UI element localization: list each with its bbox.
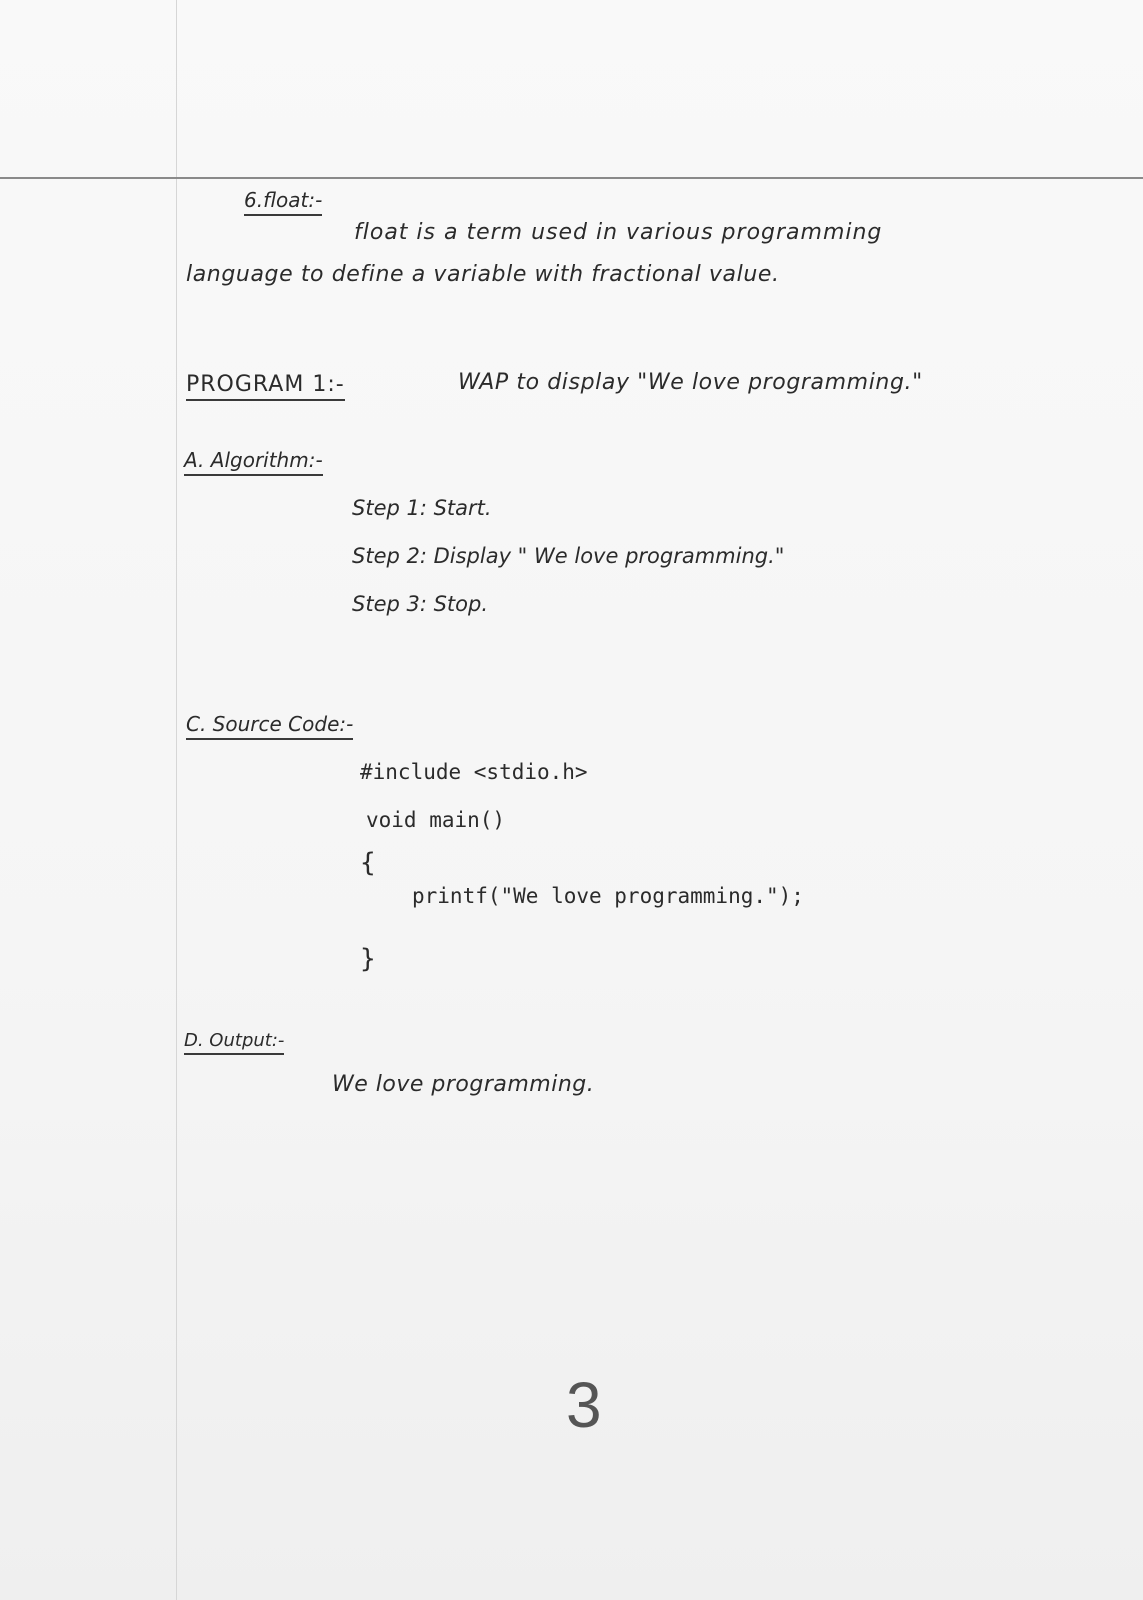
code-line-include: #include <stdio.h> [360,760,588,784]
margin-line [176,0,177,1600]
algorithm-step-2: Step 2: Display " We love programming." [352,544,785,568]
program-task: WAP to display "We love programming." [458,370,923,395]
float-definition-line-2: language to define a variable with fractional value. [186,262,780,287]
output-text: We love programming. [332,1072,595,1097]
source-code-heading: C. Source Code:- [186,712,353,740]
code-line-printf: printf("We love programming."); [412,884,804,908]
header-line [0,177,1143,179]
algorithm-step-3: Step 3: Stop. [352,592,489,616]
algorithm-step-1: Step 1: Start. [352,496,492,520]
code-line-main: void main() [366,808,506,832]
output-heading: D. Output:- [184,1030,284,1055]
page-number: 3 [566,1369,602,1441]
algorithm-heading: A. Algorithm:- [184,448,323,476]
code-line-open-brace: { [360,848,376,878]
program-title: PROGRAM 1:- [186,372,345,401]
code-line-close-brace: } [360,944,376,974]
float-definition-line-1: float is a term used in various programming [354,220,883,245]
float-heading: 6.float:- [244,188,322,216]
